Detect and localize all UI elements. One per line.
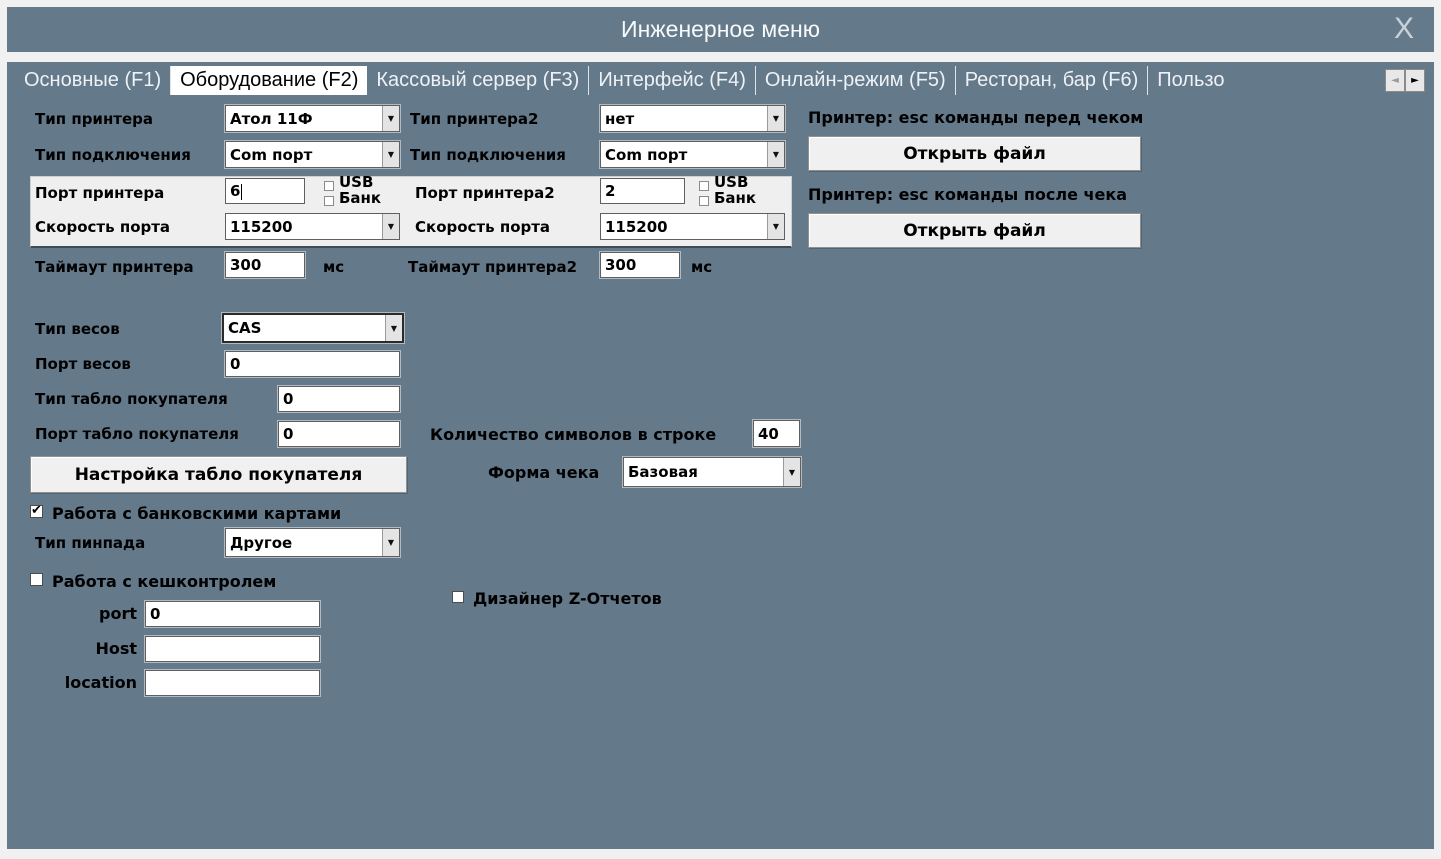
printer1-connection-value: Com порт [230, 145, 313, 164]
esc-after-label: Принтер: esc команды после чека [808, 185, 1127, 204]
open-file-after-button[interactable]: Открыть файл [808, 213, 1141, 248]
printer2-usb-label: USB [714, 173, 749, 191]
printer2-bank-label: Банк [714, 189, 757, 207]
printer1-type-label: Тип принтера [35, 110, 154, 128]
display-setup-button[interactable]: Настройка табло покупателя [30, 456, 407, 493]
printer1-port-value: 6 [230, 182, 241, 200]
printer1-bank-label: Банк [339, 189, 382, 207]
scales-type-value: CAS [228, 319, 262, 337]
chevron-down-icon[interactable]: ▼ [767, 214, 784, 239]
tab-users-clipped[interactable]: Пользо [1157, 69, 1225, 91]
display-port-label: Порт табло покупателя [35, 425, 239, 443]
receipt-form-label: Форма чека [488, 463, 600, 482]
scales-type-label: Тип весов [35, 320, 120, 338]
tab-interface-f4[interactable]: Интерфейс (F4) [589, 66, 756, 95]
check-icon: ✔ [31, 503, 42, 518]
tab-restaurant-bar-f6[interactable]: Ресторан, бар (F6) [956, 66, 1149, 95]
cash-control-port-input[interactable] [145, 601, 320, 627]
printer1-connection-label: Тип подключения [35, 146, 191, 164]
bank-cards-label: Работа с банковскими картами [52, 504, 342, 523]
close-icon[interactable]: X [1393, 12, 1414, 45]
receipt-form-value: Базовая [628, 463, 698, 481]
chevron-down-icon[interactable]: ▼ [767, 106, 784, 131]
tab-main-f1[interactable]: Основные (F1) [15, 66, 171, 95]
display-type-label: Тип табло покупателя [35, 390, 228, 408]
esc-before-label: Принтер: esc команды перед чеком [808, 108, 1144, 127]
bank-cards-checkbox[interactable] [30, 505, 43, 518]
tab-online-mode-f5[interactable]: Онлайн-режим (F5) [756, 66, 956, 95]
tab-scroll-left-icon[interactable]: ◄ [1385, 69, 1405, 92]
display-type-input[interactable] [278, 386, 400, 412]
printer1-timeout-input[interactable] [225, 252, 305, 278]
printer1-port-label: Порт принтера [35, 184, 165, 202]
pinpad-type-label: Тип пинпада [35, 534, 146, 552]
printer2-timeout-input[interactable] [600, 252, 680, 278]
printer2-speed-label: Скорость порта [415, 218, 551, 236]
printer2-connection-label: Тип подключения [410, 146, 566, 164]
printer2-type-value: нет [605, 109, 635, 128]
printer1-usb-checkbox[interactable] [324, 181, 334, 191]
open-file-before-button[interactable]: Открыть файл [808, 136, 1141, 171]
cash-control-location-label: location [64, 673, 137, 692]
pinpad-type-select[interactable] [225, 528, 400, 557]
printer2-port-label: Порт принтера2 [415, 184, 555, 202]
cash-control-location-input[interactable] [145, 670, 320, 696]
engineering-menu-panel [7, 62, 1434, 849]
display-port-input[interactable] [278, 421, 400, 447]
chevron-down-icon[interactable]: ▼ [382, 214, 399, 239]
cash-control-label: Работа с кешконтролем [52, 572, 277, 591]
printer2-speed-value: 115200 [605, 217, 668, 236]
printer1-type-value: Атол 11Ф [230, 109, 313, 128]
tab-equipment-f2[interactable]: Оборудование (F2) [171, 66, 367, 95]
tab-scroll-right-icon[interactable]: ► [1405, 69, 1425, 92]
tab-scroll-buttons [1385, 69, 1425, 92]
cash-control-port-label: port [99, 604, 137, 623]
printer1-speed-label: Скорость порта [35, 218, 171, 236]
printer1-speed-value: 115200 [230, 217, 293, 236]
printer2-timeout-label: Таймаут принтера2 [408, 258, 578, 276]
printer2-connection-select[interactable] [600, 141, 785, 168]
cash-control-host-label: Host [95, 639, 137, 658]
window-title: Инженерное меню [621, 16, 820, 42]
pinpad-type-value: Другое [230, 533, 293, 552]
chars-per-line-label: Количество символов в строке [430, 425, 717, 444]
printer1-usb-label: USB [339, 173, 374, 191]
text-caret [241, 184, 242, 200]
window-titlebar [7, 7, 1434, 52]
chevron-down-icon[interactable]: ▼ [382, 529, 399, 556]
scales-type-select[interactable] [222, 313, 404, 343]
printer2-usb-checkbox[interactable] [699, 181, 709, 191]
tab-cash-server-f3[interactable]: Кассовый сервер (F3) [367, 66, 589, 95]
cash-control-checkbox[interactable] [30, 573, 43, 586]
chevron-down-icon[interactable]: ▼ [382, 142, 399, 167]
printer2-bank-checkbox[interactable] [699, 196, 709, 206]
receipt-form-select[interactable] [623, 457, 801, 487]
printer1-connection-select[interactable] [225, 141, 400, 168]
chars-per-line-input[interactable] [753, 420, 800, 447]
chevron-down-icon[interactable]: ▼ [382, 106, 399, 131]
chevron-down-icon[interactable]: ▼ [385, 315, 402, 341]
chevron-down-icon[interactable]: ▼ [783, 458, 800, 486]
printer1-speed-select[interactable] [225, 213, 400, 240]
z-report-designer-checkbox[interactable] [452, 591, 464, 603]
printer1-type-select[interactable] [225, 105, 400, 132]
printer1-port-input[interactable] [225, 178, 305, 204]
scales-port-label: Порт весов [35, 355, 131, 373]
z-report-designer-label: Дизайнер Z-Отчетов [473, 589, 662, 608]
printer1-timeout-unit: мс [323, 258, 345, 276]
chevron-down-icon[interactable]: ▼ [767, 142, 784, 167]
printer2-type-select[interactable] [600, 105, 785, 132]
tab-bar [15, 66, 1384, 95]
scales-port-input[interactable] [225, 351, 400, 377]
printer2-timeout-unit: мс [691, 258, 713, 276]
printer2-connection-value: Com порт [605, 145, 688, 164]
printer2-speed-select[interactable] [600, 213, 785, 240]
cash-control-host-input[interactable] [145, 636, 320, 662]
printer1-bank-checkbox[interactable] [324, 196, 334, 206]
printer2-port-input[interactable] [600, 178, 685, 204]
printer1-timeout-label: Таймаут принтера [35, 258, 194, 276]
printer2-type-label: Тип принтера2 [410, 110, 539, 128]
